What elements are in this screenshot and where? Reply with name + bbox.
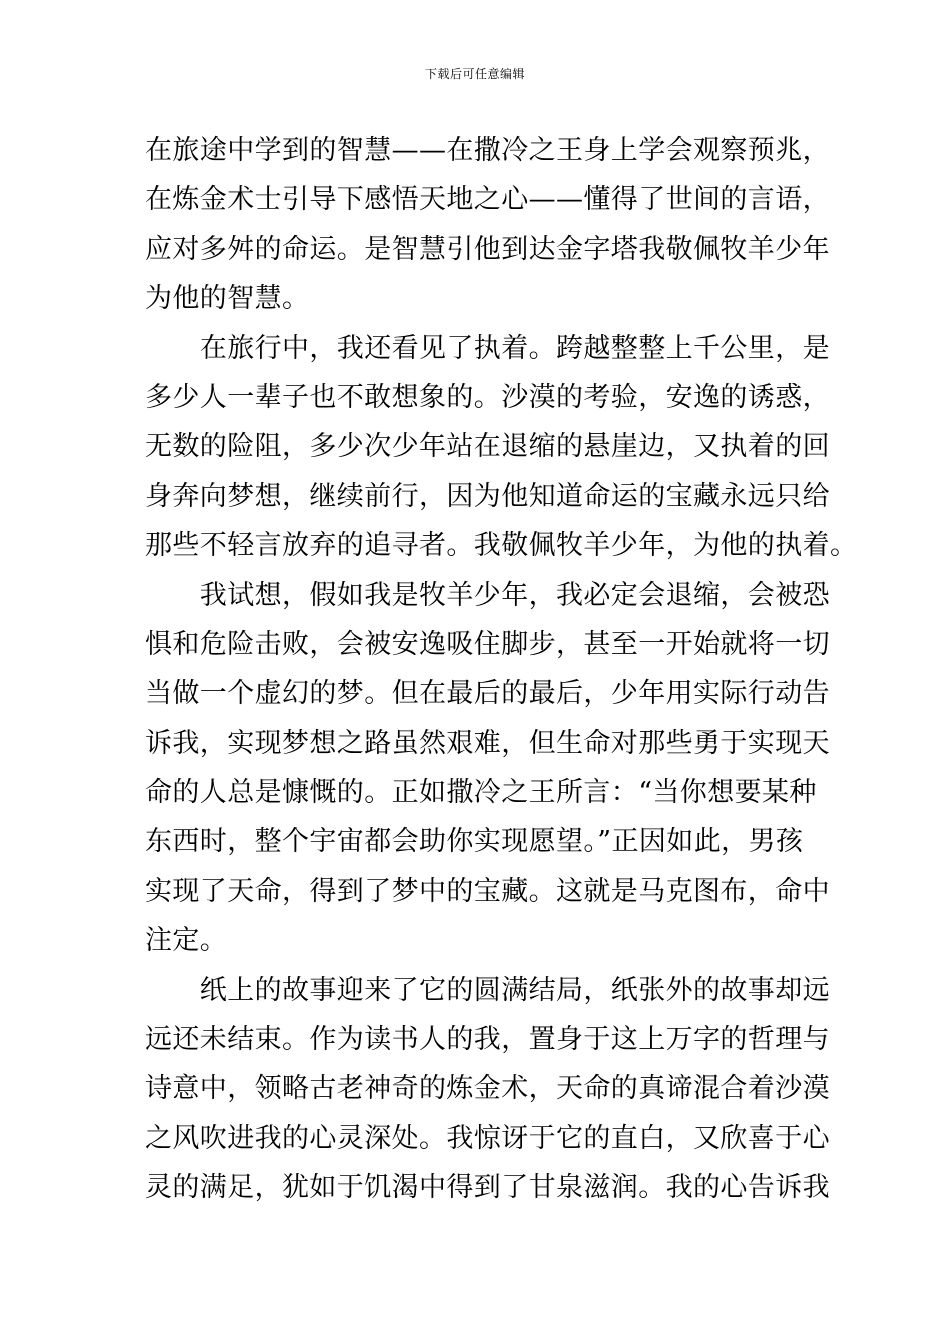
text-line: 远还未结束。作为读书人的我，置身于这上万字的哲理与 bbox=[145, 1024, 830, 1056]
text-line: 注定。 bbox=[145, 925, 228, 957]
text-line: 之风吹进我的心灵深处。我惊讶于它的直白，又欣喜于心 bbox=[145, 1122, 830, 1154]
text-line: 诗意中，领略古老神奇的炼金术，天命的真谛混合着沙漠 bbox=[145, 1073, 830, 1105]
text-line: 多少人一辈子也不敢想象的。沙漠的考验，安逸的诱惑， bbox=[145, 381, 830, 413]
document-body bbox=[145, 126, 858, 1213]
text-line: 在炼金术士引导下感悟天地之心——懂得了世间的言语， bbox=[145, 184, 830, 216]
text-line: 在旅行中，我还看见了执着。跨越整整上千公里，是 bbox=[145, 332, 830, 364]
text-line: 东西时，整个宇宙都会助你实现愿望。”正因如此，男孩 bbox=[145, 826, 804, 858]
text-line: 在旅途中学到的智慧——在撒冷之王身上学会观察预兆， bbox=[145, 135, 830, 166]
text-line: 诉我，实现梦想之路虽然艰难，但生命对那些勇于实现天 bbox=[145, 727, 830, 759]
page-header: 下载后可任意编辑 bbox=[424, 67, 525, 81]
text-line: 无数的险阻，多少次少年站在退缩的悬崖边，又执着的回 bbox=[145, 431, 830, 463]
text-line: 应对多舛的命运。是智慧引他到达金字塔我敬佩牧羊少年 bbox=[145, 233, 830, 265]
text-line: 实现了天命，得到了梦中的宝藏。这就是马克图布，命中 bbox=[145, 875, 830, 907]
text-line: 为他的智慧。 bbox=[145, 283, 310, 315]
text-line: 灵的满足，犹如于饥渴中得到了甘泉滋润。我的心告诉我 bbox=[145, 1172, 830, 1204]
text-line: 纸上的故事迎来了它的圆满结局，纸张外的故事却远 bbox=[145, 974, 830, 1006]
text-line: 那些不轻言放弃的追寻者。我敬佩牧羊少年，为他的执着。 bbox=[145, 530, 858, 562]
text-line: 我试想，假如我是牧羊少年，我必定会退缩，会被恐 bbox=[145, 579, 830, 611]
text-line: 当做一个虚幻的梦。但在最后的最后，少年用实际行动告 bbox=[145, 678, 830, 710]
text-line: 惧和危险击败，会被安逸吸住脚步，甚至一开始就将一切 bbox=[145, 628, 830, 660]
text-line: 身奔向梦想，继续前行，因为他知道命运的宝藏永远只给 bbox=[145, 480, 830, 512]
text-line: 命的人总是慷慨的。正如撒冷之王所言：“当你想要某种 bbox=[145, 777, 817, 809]
